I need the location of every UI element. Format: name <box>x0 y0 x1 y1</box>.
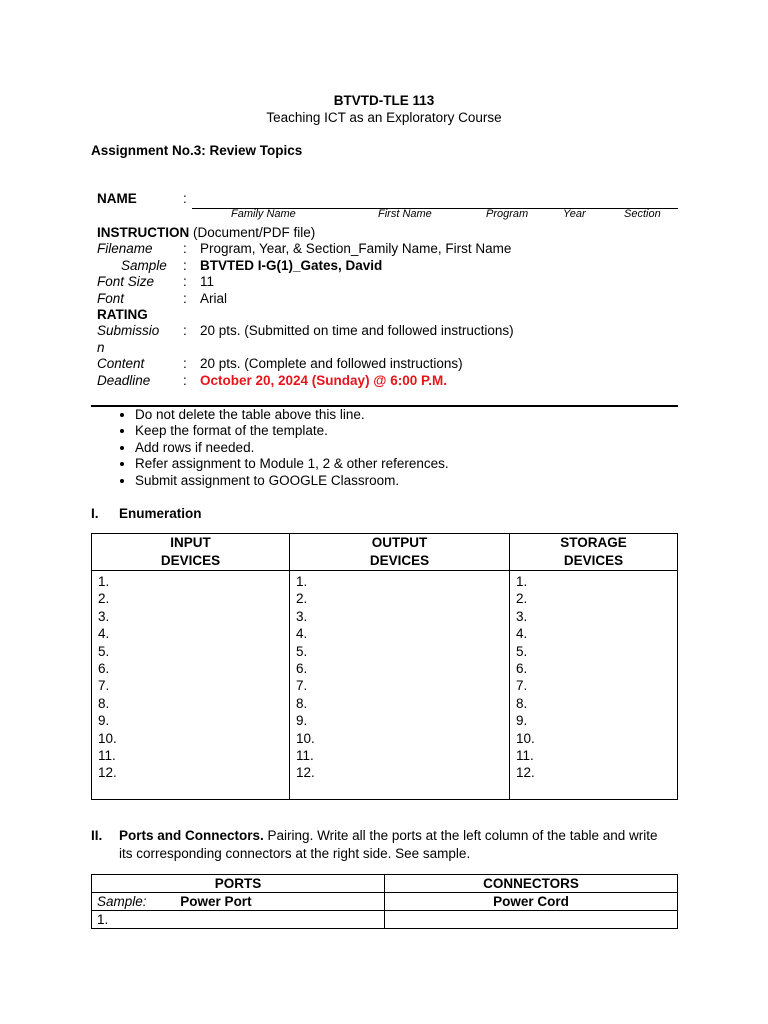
enum-number: 10. <box>516 730 535 746</box>
section-2-intro <box>119 828 658 843</box>
colon: : <box>183 274 187 289</box>
name-label: NAME <box>97 191 137 206</box>
course-code: BTVTD-TLE 113 <box>333 93 435 108</box>
enum-number: 1. <box>98 574 110 589</box>
enum-number: 2. <box>296 591 308 607</box>
font-value: Arial <box>200 291 228 306</box>
list-item: • Submit assignment to GOOGLE Classroom. <box>135 473 449 489</box>
enum-number: 12. <box>296 765 315 781</box>
instruction-heading: INSTRUCTION <box>97 225 190 240</box>
first-name-label: First Name <box>378 208 432 220</box>
filename-value: Program, Year, & Section_Family Name, First Name <box>200 241 512 256</box>
sample-port: Power Port <box>180 894 252 909</box>
list-item: • Keep the format of the template. <box>135 423 449 439</box>
enum-number: 8. <box>296 695 308 711</box>
ports-table <box>91 874 678 929</box>
sample-row-label: Sample: <box>97 894 147 909</box>
colon: : <box>183 241 187 256</box>
connector-row-1[interactable] <box>385 911 678 929</box>
enum-number: 8. <box>516 695 528 711</box>
deadline-label: Deadline <box>97 373 151 388</box>
enum-number: 8. <box>98 695 110 711</box>
family-name-label: Family Name <box>231 208 296 220</box>
assignment-title: Assignment No.3: Review Topics <box>91 143 303 158</box>
enum-number: 3. <box>98 608 110 624</box>
section-2-text-1: Pairing. Write all the ports at the left column of the table and write <box>267 828 658 843</box>
section-2-numeral: II. <box>91 828 103 843</box>
rating-heading: RATING <box>97 307 148 322</box>
enum-number: 6. <box>98 661 110 677</box>
ports-header: PORTS <box>92 875 385 893</box>
enum-number: 1. <box>296 574 308 589</box>
enum-number: 2. <box>98 591 110 607</box>
port-row-1[interactable]: 1. <box>92 911 385 929</box>
colon: : <box>183 323 187 338</box>
content-value: 20 pts. (Complete and followed instructions) <box>200 356 463 371</box>
instruction-bullets <box>110 407 449 489</box>
list-item: • Add rows if needed. <box>135 440 449 456</box>
enum-number: 3. <box>516 608 528 624</box>
input-devices-header: INPUT DEVICES <box>92 534 290 571</box>
enum-number: 7. <box>516 678 528 694</box>
colon: : <box>183 258 187 273</box>
font-size-label: Font Size <box>97 274 155 289</box>
enum-number: 7. <box>98 678 110 694</box>
enum-number: 12. <box>516 765 535 781</box>
enum-number: 3. <box>296 608 308 624</box>
font-label: Font <box>97 291 125 306</box>
enum-number: 9. <box>296 713 308 729</box>
enum-number: 11. <box>296 748 314 764</box>
course-title: Teaching ICT as an Exploratory Course <box>266 110 502 125</box>
enum-number: 11. <box>98 748 116 764</box>
enum-number: 7. <box>296 678 308 694</box>
section-label: Section <box>624 208 661 220</box>
list-item: • Refer assignment to Module 1, 2 & other references. <box>135 456 449 472</box>
enum-number: 4. <box>516 626 528 642</box>
connectors-header: CONNECTORS <box>385 875 678 893</box>
sample-connector: Power Cord <box>385 893 678 911</box>
output-devices-cell[interactable] <box>290 571 510 800</box>
section-2-title: Ports and Connectors. <box>119 828 264 843</box>
section-1-numeral: I. <box>91 506 99 521</box>
enum-number: 10. <box>98 730 117 746</box>
storage-devices-header: STORAGE DEVICES <box>510 534 678 571</box>
input-devices-cell[interactable] <box>92 571 290 800</box>
enum-number: 5. <box>296 643 308 659</box>
enum-number: 1. <box>516 574 528 589</box>
instruction-note: (Document/PDF file) <box>193 225 316 240</box>
sample-label: Sample <box>121 258 167 273</box>
submission-label-2: n <box>97 340 105 355</box>
enum-number: 9. <box>98 713 110 729</box>
enum-number: 4. <box>98 626 110 642</box>
list-item: • Do not delete the table above this line. <box>135 407 449 423</box>
enum-number: 11. <box>516 748 534 764</box>
storage-devices-cell[interactable] <box>510 571 678 800</box>
submission-value: 20 pts. (Submitted on time and followed instructions) <box>200 323 514 338</box>
enum-number: 6. <box>296 661 308 677</box>
enum-number: 6. <box>516 661 528 677</box>
section-2-text-2: its corresponding connectors at the right side. See sample. <box>119 846 471 861</box>
content-label: Content <box>97 356 145 371</box>
submission-label-1: Submissio <box>97 323 160 338</box>
colon: : <box>183 291 187 306</box>
section-1-title: Enumeration <box>119 506 202 521</box>
enum-number: 4. <box>296 626 308 642</box>
font-size-value: 11 <box>200 274 215 289</box>
filename-label: Filename <box>97 241 153 256</box>
enum-number: 5. <box>98 643 110 659</box>
sample-port-cell <box>92 893 385 911</box>
enum-number: 5. <box>516 643 528 659</box>
colon: : <box>183 373 187 388</box>
enumeration-table <box>91 533 678 800</box>
sample-value: BTVTED I-G(1)_Gates, David <box>200 258 383 273</box>
program-label: Program <box>486 208 529 220</box>
year-label: Year <box>563 208 586 220</box>
enum-number: 2. <box>516 591 528 607</box>
colon: : <box>183 356 187 371</box>
enum-number: 12. <box>98 765 117 781</box>
output-devices-header: OUTPUT DEVICES <box>290 534 510 571</box>
enum-number: 9. <box>516 713 528 729</box>
deadline-value: October 20, 2024 (Sunday) @ 6:00 P.M. <box>200 373 448 388</box>
enum-number: 10. <box>296 730 315 746</box>
instruction-heading-row <box>97 225 315 240</box>
name-colon: : <box>183 191 187 206</box>
